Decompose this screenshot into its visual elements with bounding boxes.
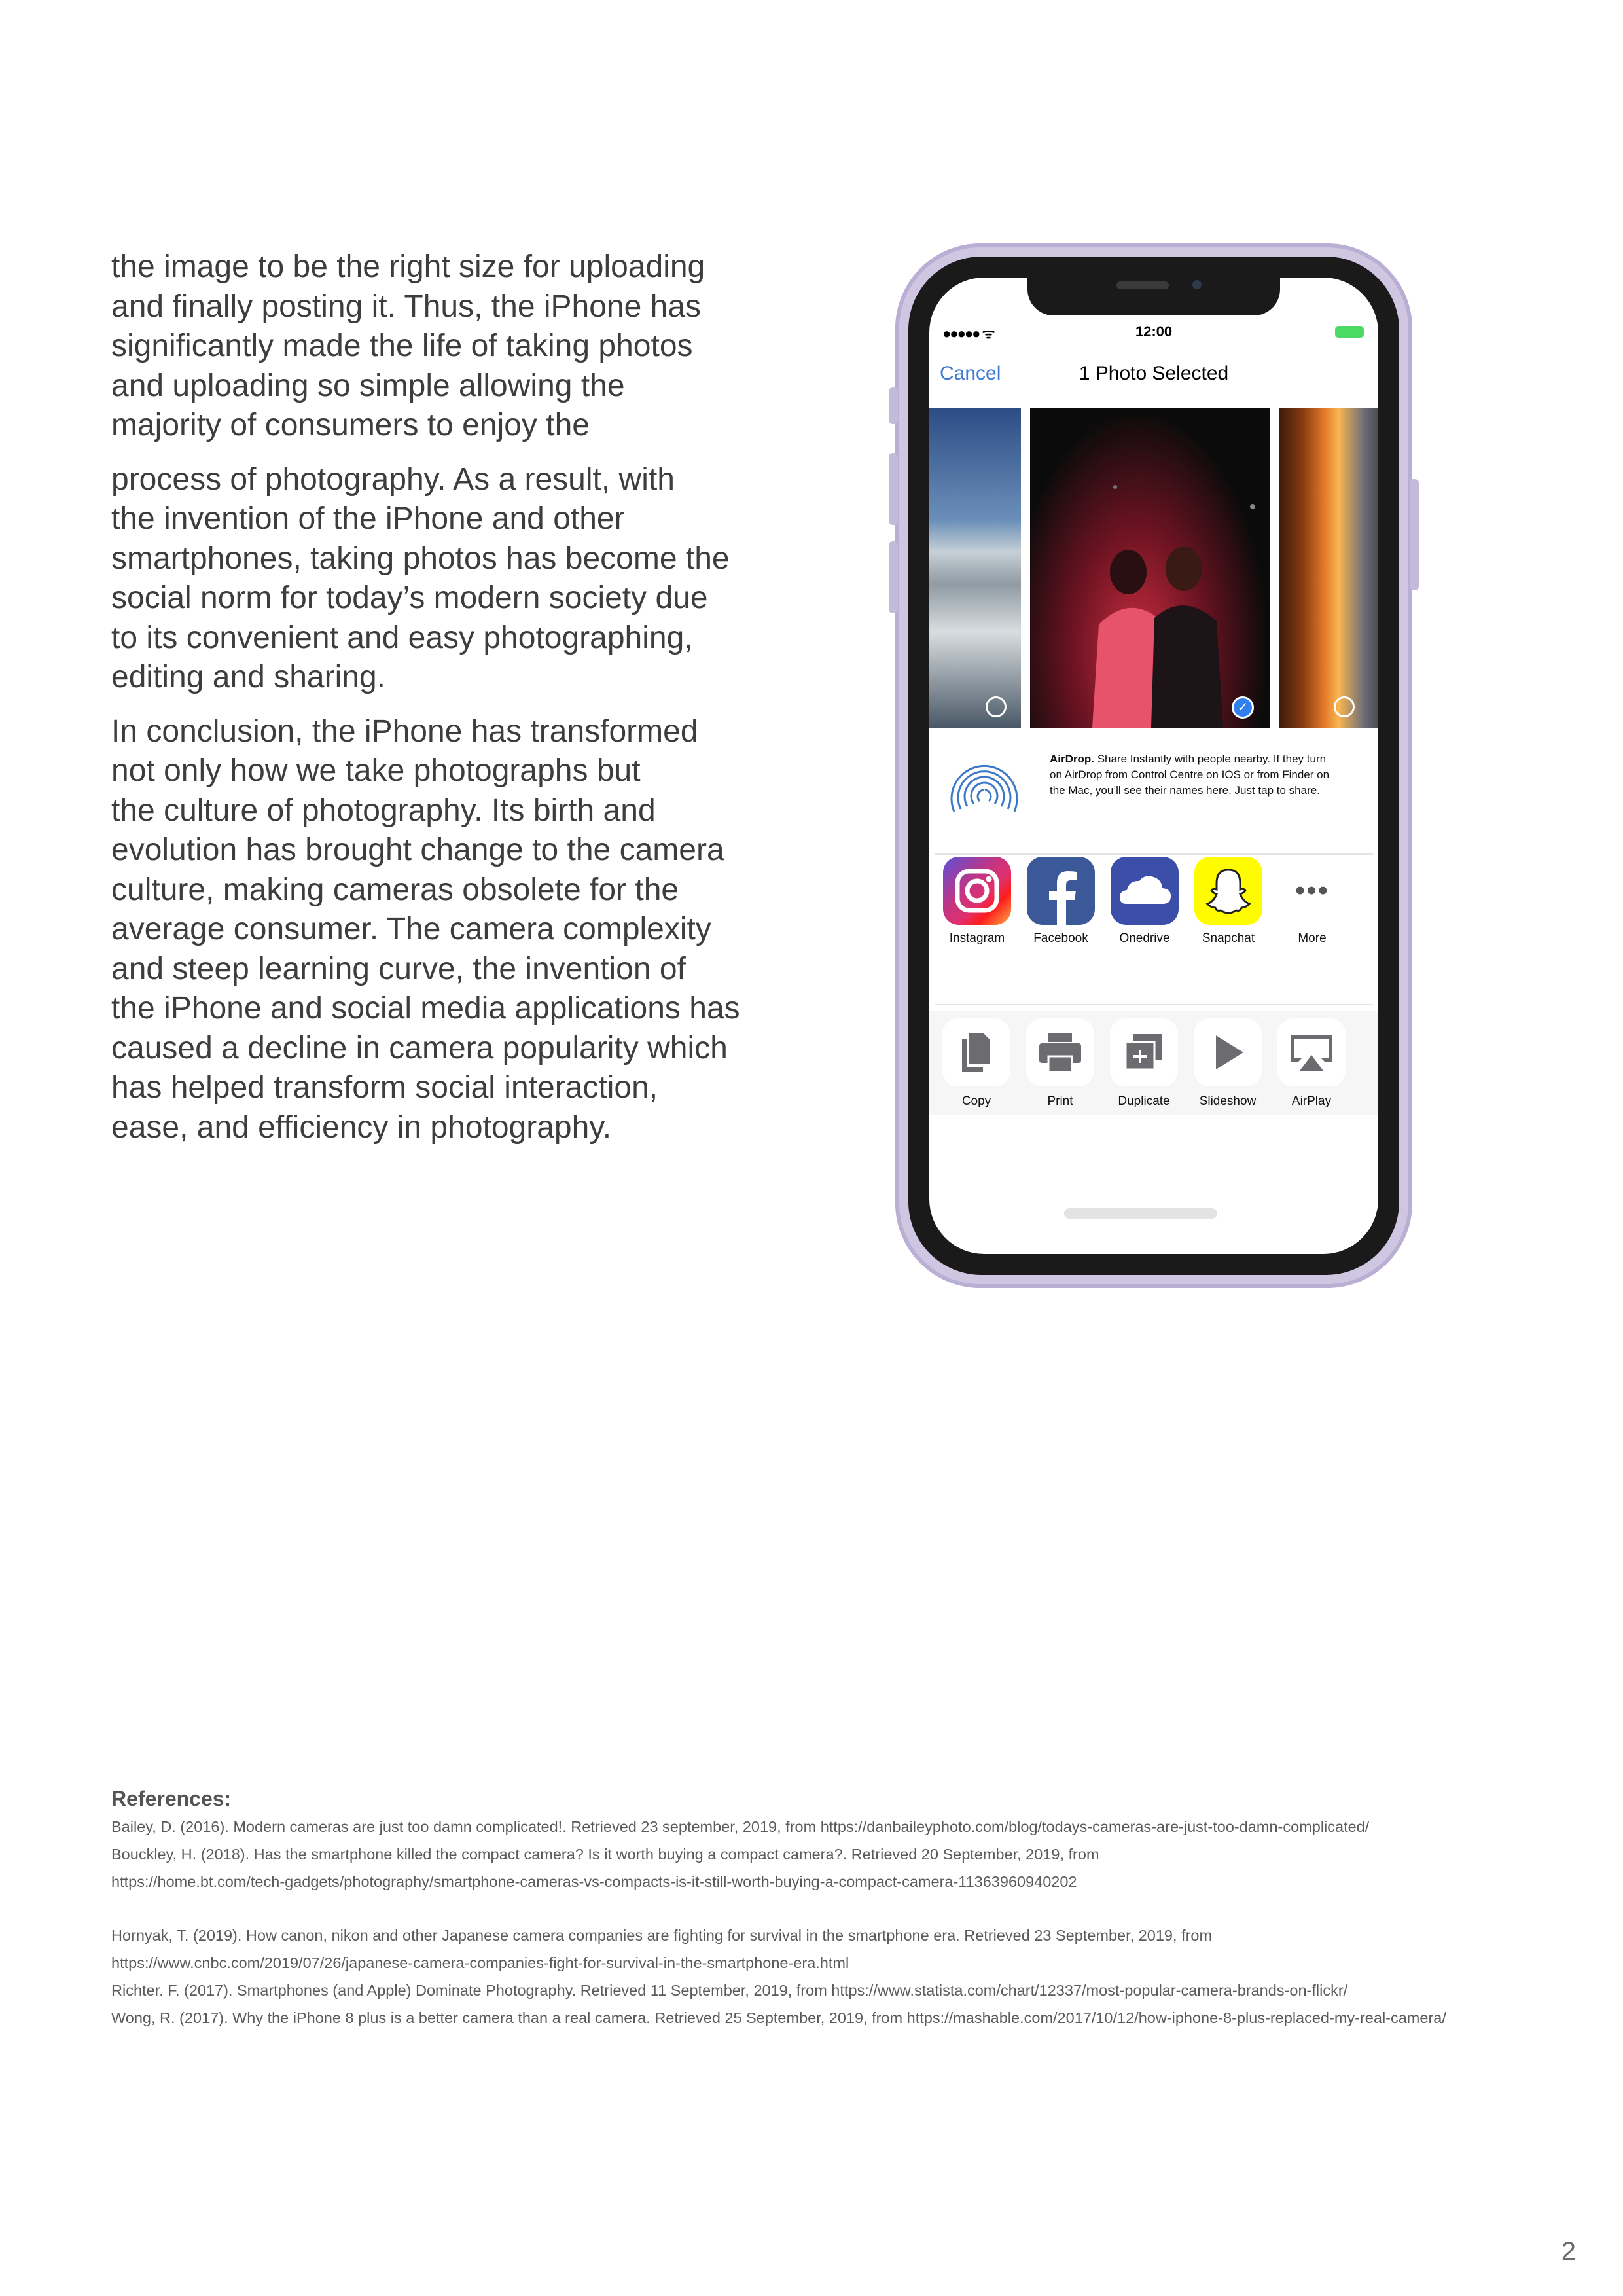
- battery-icon: [1335, 326, 1364, 338]
- snapchat-icon: [1194, 857, 1262, 925]
- text-line: to its convenient and easy photographing,: [111, 620, 693, 655]
- instagram-icon: [943, 857, 1011, 925]
- reference-item: Wong, R. (2017). Why the iPhone 8 plus is a better camera than a real camera. Retrieved 25 September, 2019, from https://mashable.com/2017/10/12/how-iphone-8-plus-replaced-my-real-camera/: [111, 2009, 1446, 2026]
- text-line: the iPhone and social media applications has: [111, 991, 740, 1026]
- action-print[interactable]: [1020, 1018, 1101, 1109]
- select-circle-icon[interactable]: [1334, 696, 1355, 717]
- reference-item: Bailey, D. (2016). Modern cameras are just too damn complicated!. Retrieved 23 september, 2019, from https://danbaileyphoto.com/blog/todays-cameras-are-just-too-damn-complicated/: [111, 1818, 1370, 1835]
- action-copy[interactable]: [936, 1018, 1017, 1109]
- side-button: [1410, 479, 1419, 590]
- app-snapchat[interactable]: [1192, 857, 1264, 946]
- copy-icon: [942, 1018, 1010, 1086]
- selected-check-icon[interactable]: ✓: [1232, 696, 1254, 719]
- share-actions-row: [929, 1011, 1378, 1115]
- app-more[interactable]: [1276, 857, 1348, 946]
- body-text: [111, 247, 818, 1162]
- home-indicator[interactable]: [1064, 1208, 1217, 1219]
- volume-up-button: [889, 453, 898, 525]
- text-line: the image to be the right size for uploading: [111, 249, 705, 284]
- text-line: and uploading so simple allowing the: [111, 368, 625, 403]
- text-line: significantly made the life of taking photos: [111, 329, 693, 363]
- text-line: the culture of photography. Its birth and: [111, 793, 656, 828]
- app-instagram[interactable]: [941, 857, 1013, 946]
- divider: [935, 1004, 1373, 1005]
- select-circle-icon[interactable]: [986, 696, 1007, 717]
- status-time: 12:00: [1135, 323, 1173, 340]
- reference-item: Richter. F. (2017). Smartphones (and Apple) Dominate Photography. Retrieved 11 September, 2019, from https://www.statista.com/chart/12337/most-popular-camera-brands-on-flickr/: [111, 1982, 1348, 1999]
- notch: [1027, 278, 1280, 315]
- airdrop-title: AirDrop.: [1050, 753, 1094, 765]
- people-silhouette: [1030, 408, 1270, 728]
- action-label: Duplicate: [1118, 1094, 1170, 1108]
- slideshow-icon: [1194, 1018, 1262, 1086]
- status-bar: [929, 323, 1378, 342]
- front-camera: [1192, 280, 1202, 289]
- app-label: Onedrive: [1119, 931, 1170, 945]
- paragraph-1: [111, 247, 818, 446]
- text-line: social norm for today’s modern society due: [111, 581, 708, 615]
- text-line: has helped transform social interaction,: [111, 1070, 658, 1105]
- print-icon: [1026, 1018, 1094, 1086]
- page-number: 2: [1561, 2237, 1576, 2266]
- app-label: More: [1298, 931, 1327, 945]
- share-nav-bar: [929, 355, 1378, 394]
- onedrive-icon: [1111, 857, 1179, 925]
- text-line: not only how we take photographs but: [111, 753, 641, 788]
- phone-screen: [929, 278, 1378, 1254]
- more-icon: •••: [1294, 874, 1330, 906]
- airdrop-body: Share Instantly with people nearby. If they turn on AirDrop from Control Centre on IOS or from Finder on the Mac, you’ll see their names here. Just tap to share.: [1050, 753, 1330, 797]
- text-line: In conclusion, the iPhone has transformed: [111, 713, 698, 749]
- paragraph-3: [111, 712, 818, 1148]
- divider: [935, 853, 1373, 855]
- app-label: Snapchat: [1202, 931, 1255, 945]
- references-heading: References:: [111, 1787, 232, 1810]
- app-label: Instagram: [949, 931, 1005, 945]
- text-line: and finally posting it. Thus, the iPhone has: [111, 289, 702, 324]
- reference-item: https://home.bt.com/tech-gadgets/photography/smartphone-cameras-vs-compacts-is-it-still-worth-buying-a-compact-camera-11363960940202: [111, 1873, 1077, 1890]
- text-line: average consumer. The camera complexity: [111, 912, 711, 946]
- airdrop-description: [1050, 751, 1331, 798]
- text-line: evolution has brought change to the camera: [111, 833, 724, 867]
- app-facebook[interactable]: [1025, 857, 1097, 946]
- text-line: editing and sharing.: [111, 660, 385, 694]
- action-label: Copy: [961, 1094, 991, 1108]
- action-label: Slideshow: [1199, 1094, 1257, 1108]
- text-line: caused a decline in camera popularity which: [111, 1030, 728, 1066]
- paragraph-2: [111, 460, 818, 698]
- app-label: Facebook: [1033, 931, 1088, 945]
- text-line: the invention of the iPhone and other: [111, 501, 625, 536]
- photo-thumbnail-selected[interactable]: [1030, 408, 1270, 728]
- photo-thumbnail-sunset[interactable]: [1279, 408, 1378, 728]
- share-apps-row: [929, 857, 1378, 955]
- airdrop-icon: [948, 749, 1021, 822]
- text-line: majority of consumers to enjoy the: [111, 408, 590, 442]
- volume-down-button: [889, 541, 898, 613]
- action-label: AirPlay: [1291, 1094, 1332, 1108]
- action-airplay[interactable]: [1271, 1018, 1352, 1109]
- text-line: and steep learning curve, the invention of: [111, 951, 686, 986]
- action-duplicate[interactable]: [1103, 1018, 1185, 1109]
- duplicate-icon: [1110, 1018, 1178, 1086]
- nav-title: 1 Photo Selected: [1079, 363, 1229, 384]
- action-label: Print: [1047, 1094, 1073, 1108]
- reference-item: Bouckley, H. (2018). Has the smartphone killed the compact camera? Is it worth buying a compact camera?. Retrieved 20 September, 2019, from: [111, 1846, 1099, 1863]
- facebook-icon: [1027, 857, 1095, 925]
- iphone-illustration: [895, 243, 1412, 1288]
- app-onedrive[interactable]: [1109, 857, 1181, 946]
- references-section: [111, 1787, 1512, 2035]
- text-line: ease, and efficiency in photography.: [111, 1109, 612, 1145]
- airdrop-section[interactable]: [929, 749, 1378, 834]
- photo-strip: [929, 408, 1378, 728]
- action-slideshow[interactable]: [1187, 1018, 1268, 1109]
- mute-switch: [889, 387, 898, 424]
- reference-item: Hornyak, T. (2019). How canon, nikon and other Japanese camera companies are fighting for survival in the smartphone era. Retrieved 23 September, 2019, from: [111, 1927, 1213, 1944]
- reference-item: https://www.cnbc.com/2019/07/26/japanese-camera-companies-fight-for-survival-in-the-smartphone-era.html: [111, 1954, 849, 1971]
- signal-icon: ●●●●● ᯤ: [942, 325, 994, 342]
- photo-thumbnail-clouds[interactable]: [929, 408, 1021, 728]
- airplay-icon: [1277, 1018, 1346, 1086]
- text-line: culture, making cameras obsolete for the: [111, 872, 679, 907]
- cancel-button[interactable]: Cancel: [940, 363, 1001, 384]
- text-line: process of photography. As a result, with: [111, 461, 675, 497]
- text-line: smartphones, taking photos has become the: [111, 541, 730, 576]
- speaker-grille: [1116, 281, 1169, 289]
